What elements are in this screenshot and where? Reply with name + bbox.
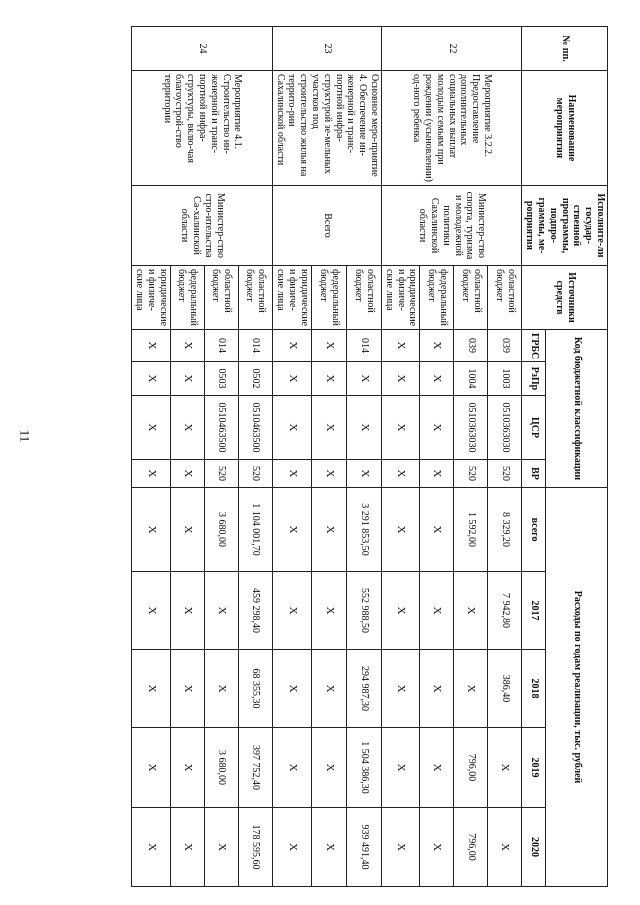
rzpr-cell: 0503 (204, 362, 238, 396)
row-number-cell: 24 (132, 27, 272, 71)
vr-cell: Х (382, 460, 420, 488)
y2019-cell: Х (272, 728, 311, 808)
total-cell: Х (420, 488, 454, 572)
table-row (488, 27, 522, 887)
header-no: № пп. (522, 27, 608, 71)
total-cell: 3 680,00 (204, 488, 238, 572)
executor-cell: Всего (272, 186, 381, 266)
y2018-cell: 294 987,30 (347, 650, 382, 728)
total-cell: Х (132, 488, 170, 572)
csr-cell: Х (170, 396, 204, 460)
source-cell: областной бюджет (488, 266, 522, 330)
y2017-cell: 459 298,40 (238, 572, 272, 650)
csr-cell: Х (272, 396, 311, 460)
rzpr-cell: Х (420, 362, 454, 396)
vr-cell: Х (347, 460, 382, 488)
total-cell: 8 329,20 (488, 488, 522, 572)
y2018-cell: 68 355,30 (238, 650, 272, 728)
csr-cell: Х (382, 396, 420, 460)
y2019-cell: Х (420, 728, 454, 808)
page-number-text: 11 (17, 429, 32, 443)
total-cell: Х (312, 488, 347, 572)
header-expenses: Расходы по годам реализации, тыс. рублей (546, 488, 608, 887)
y2020-cell: 178 595,60 (238, 808, 272, 887)
rzpr-cell: Х (272, 362, 311, 396)
executor-cell: Министер-ство стро-ительства Са-халинской области (132, 186, 272, 266)
y2018-cell: Х (170, 650, 204, 728)
grbs-cell: Х (272, 330, 311, 362)
y2020-cell: Х (420, 808, 454, 887)
y2017-cell: Х (132, 572, 170, 650)
source-cell: юридические и физиче-ские лица (132, 266, 170, 330)
y2019-cell: 1 504 386,30 (347, 728, 382, 808)
total-cell: 1 592,00 (454, 488, 488, 572)
y2017-cell: Х (312, 572, 347, 650)
row-number-cell: 23 (272, 27, 381, 71)
y2020-cell: Х (382, 808, 420, 887)
y2017-cell: 7 942,80 (488, 572, 522, 650)
grbs-cell: Х (170, 330, 204, 362)
header-budget-code: Код бюджетной классификации (546, 330, 608, 488)
y2019-cell: Х (488, 728, 522, 808)
csr-cell: Х (132, 396, 170, 460)
grbs-cell: 039 (454, 330, 488, 362)
y2017-cell: 552 988,50 (347, 572, 382, 650)
csr-cell: 0510363030 (454, 396, 488, 460)
y2018-cell: Х (454, 650, 488, 728)
vr-cell: 520 (488, 460, 522, 488)
vr-cell: 520 (204, 460, 238, 488)
rzpr-cell: Х (170, 362, 204, 396)
measure-name-cell: Мероприятие 4.1. Строительство ин-женерной и транс-портной инфра-структуры, вклю-чая благоустрой-ство территории (132, 71, 272, 186)
table-row (238, 27, 272, 887)
y2017-cell: Х (420, 572, 454, 650)
csr-cell: Х (420, 396, 454, 460)
y2019-cell: 3 680,00 (204, 728, 238, 808)
header-rzpr: РзПр (522, 362, 546, 396)
y2020-cell: Х (204, 808, 238, 887)
table-body (132, 27, 522, 887)
table-row (347, 27, 382, 887)
row-number-cell: 22 (382, 27, 522, 71)
y2018-cell: Х (204, 650, 238, 728)
y2018-cell: Х (272, 650, 311, 728)
rzpr-cell: 0502 (238, 362, 272, 396)
total-cell: Х (272, 488, 311, 572)
header-csr: ЦСР (522, 396, 546, 460)
rzpr-cell: Х (132, 362, 170, 396)
y2019-cell: Х (132, 728, 170, 808)
source-cell: областной бюджет (238, 266, 272, 330)
page-number (12, 428, 36, 444)
y2019-cell: 796,00 (454, 728, 488, 808)
rzpr-cell: Х (382, 362, 420, 396)
total-cell: Х (170, 488, 204, 572)
vr-cell: Х (420, 460, 454, 488)
rzpr-cell: 1003 (488, 362, 522, 396)
y2020-cell: Х (312, 808, 347, 887)
y2019-cell: Х (170, 728, 204, 808)
source-cell: юридические и физиче-ские лица (382, 266, 420, 330)
grbs-cell: 014 (347, 330, 382, 362)
total-cell: Х (382, 488, 420, 572)
rotated-table-wrapper (42, 26, 608, 886)
header-source: Источники средств (522, 266, 608, 330)
vr-cell: 520 (454, 460, 488, 488)
y2019-cell: Х (312, 728, 347, 808)
y2020-cell: Х (132, 808, 170, 887)
rzpr-cell: Х (312, 362, 347, 396)
vr-cell: Х (272, 460, 311, 488)
grbs-cell: 014 (238, 330, 272, 362)
source-cell: областной бюджет (347, 266, 382, 330)
y2019-cell: Х (382, 728, 420, 808)
header-2019: 2019 (522, 728, 546, 808)
grbs-cell: 039 (488, 330, 522, 362)
header-2017: 2017 (522, 572, 546, 650)
header-executor: Исполните-ли государ-ственной программы, подпро-граммы, ме-роприятия (522, 186, 608, 266)
csr-cell: 0510363030 (488, 396, 522, 460)
grbs-cell: Х (382, 330, 420, 362)
header-grbs: ГРБС (522, 330, 546, 362)
y2017-cell: Х (454, 572, 488, 650)
measure-name-cell: Основное меро-приятие 4. Обеспечение ин-женерной и транс-портной инфра-структурой зе-мельных участков под строительство жилья на террито-рии Сахалинской области (272, 71, 381, 186)
header-name: Наименование мероприятия (522, 71, 608, 186)
header-2020: 2020 (522, 808, 546, 887)
y2018-cell: Х (420, 650, 454, 728)
y2020-cell: Х (488, 808, 522, 887)
vr-cell: 520 (238, 460, 272, 488)
measure-name-cell: Мероприятие 3.2.2. Предоставление дополнительных социальных выплат молодым семьям при рождении (усыновлении) од-ного ребенка (382, 71, 522, 186)
vr-cell: Х (312, 460, 347, 488)
grbs-cell: Х (420, 330, 454, 362)
source-cell: федеральный бюджет (170, 266, 204, 330)
total-cell: 1 104 001,70 (238, 488, 272, 572)
csr-cell: Х (347, 396, 382, 460)
csr-cell: Х (312, 396, 347, 460)
source-cell: юридические и физиче-ские лица (272, 266, 311, 330)
grbs-cell: Х (312, 330, 347, 362)
source-cell: областной бюджет (454, 266, 488, 330)
total-cell: 3 291 853,50 (347, 488, 382, 572)
rzpr-cell: 1004 (454, 362, 488, 396)
y2018-cell: Х (312, 650, 347, 728)
y2018-cell: Х (382, 650, 420, 728)
csr-cell: 0510463500 (238, 396, 272, 460)
source-cell: федеральный бюджет (312, 266, 347, 330)
source-cell: федеральный бюджет (420, 266, 454, 330)
grbs-cell: Х (132, 330, 170, 362)
header-vr: ВР (522, 460, 546, 488)
vr-cell: Х (132, 460, 170, 488)
y2020-cell: Х (170, 808, 204, 887)
y2017-cell: Х (170, 572, 204, 650)
y2017-cell: Х (204, 572, 238, 650)
grbs-cell: 014 (204, 330, 238, 362)
rzpr-cell: Х (347, 362, 382, 396)
y2020-cell: 796,00 (454, 808, 488, 887)
header-2018: 2018 (522, 650, 546, 728)
y2018-cell: Х (132, 650, 170, 728)
source-cell: областной бюджет (204, 266, 238, 330)
executor-cell: Министер-ство спорта, туризма и молодежной политики Сахалинской области (382, 186, 522, 266)
y2017-cell: Х (272, 572, 311, 650)
y2019-cell: 397 752,40 (238, 728, 272, 808)
y2020-cell: Х (272, 808, 311, 887)
vr-cell: Х (170, 460, 204, 488)
budget-table (131, 26, 608, 887)
y2018-cell: 386,40 (488, 650, 522, 728)
csr-cell: 0510463500 (204, 396, 238, 460)
y2017-cell: Х (382, 572, 420, 650)
header-total: всего (522, 488, 546, 572)
y2020-cell: 939 491,40 (347, 808, 382, 887)
